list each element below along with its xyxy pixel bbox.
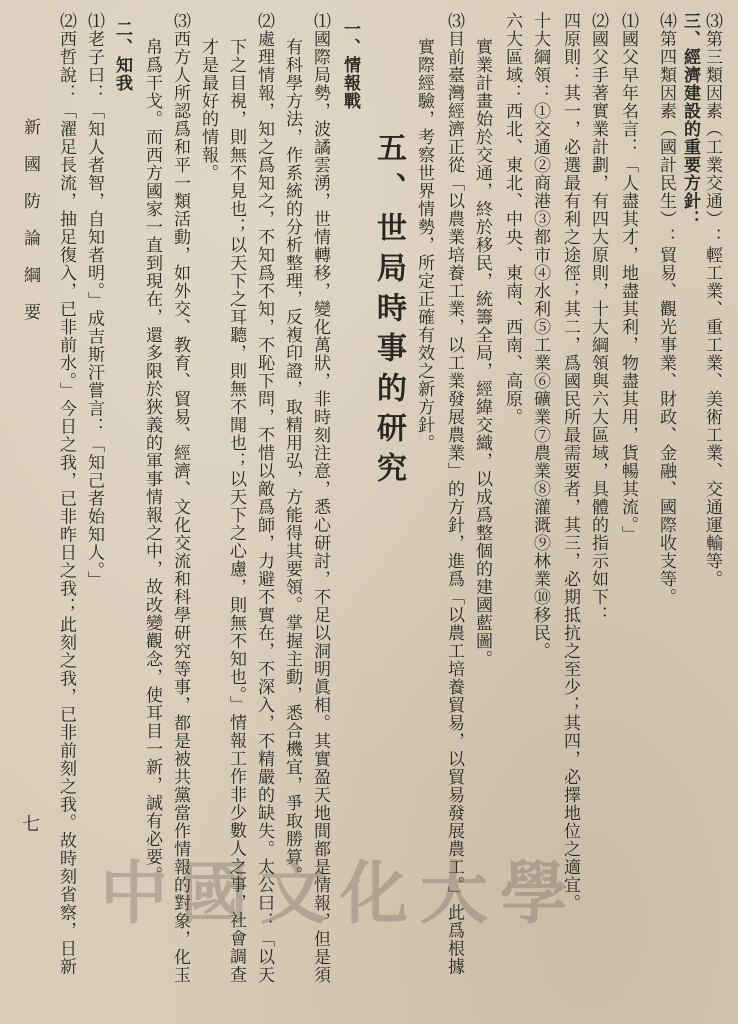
text-column: 十大綱領：①交通②商港③都市④水利⑤工業⑥礦業⑦農業⑧灌溉⑨林業⑩移民。: [530, 12, 550, 660]
text-column: ⑶第三類因素（工業交通）：輕工業、重工業、美術工業、交通運輸等。: [702, 12, 722, 588]
text-column: ⑶西方人所認爲和平一類活動，如外交、教育、貿易、經濟、文化交流和科學研究等事，都是被共黨當作情報的對象，化玉: [170, 12, 190, 984]
watermark: 中國文化大學: [100, 854, 581, 934]
text-column: ⑵國父手著實業計劃，有四大原則，十大綱領與六大區域，具體的指示如下：: [588, 12, 608, 624]
chapter-title: 五、世局時事的研究: [371, 132, 406, 492]
text-column: 四原則：其一，必選最有利之途徑；其二，爲國民所最需要者，其三，必期抵抗之至少；其四，必擇地位之適宜。: [560, 12, 580, 912]
text-column: ⑴老子曰：「知人者智，自知者明。」成吉斯汗嘗言：「知己者始知人。」: [84, 12, 104, 589]
text-column: 六大區域：西北、東北、中央、東南、西南、高原。: [502, 12, 522, 426]
text-column: ⑴國際局勢，波譎雲湧，世情轉移，變化萬狀，非時刻注意，悉心研討，不足以洞明眞相。其實盈天地間都是情報，但是須: [310, 12, 330, 984]
text-column: 帛爲干戈。而西方國家一直到現在，還多限於狹義的軍事情報之中，故改變觀念，使耳目一新，誠有必要。: [142, 38, 162, 884]
text-column: 三、經濟建設的重要方針：: [680, 12, 700, 228]
page-number: 七: [22, 814, 40, 835]
text-column: ⑴國父早年名言：「人盡其才，地盡其利，物盡其用，貨暢其流。」: [618, 12, 638, 544]
text-column: 有科學方法，作系統的分析整理，反複印證，取精用弘，方能得其要領。掌握主動，悉合機宜，爭取勝算。: [282, 38, 302, 884]
text-column: 實業計畫始於交通，終於移民，統籌全局，經緯交織，以成爲整個的建國藍圖。: [472, 38, 492, 668]
text-column: ⑶目前臺灣經濟正從「以農業培養工業，以工業發展農業」的方針，進爲「以農工培養貿易，以貿易發展農工。」此爲根據: [444, 12, 464, 976]
running-header: 新國防論綱要: [20, 118, 40, 340]
text-column: 實際經驗，考察世界情勢，所定正確有效之新方針。: [414, 38, 434, 452]
section-heading: 二、知我: [112, 20, 132, 92]
text-column: ⑷第四類因素（國計民生）：貿易、觀光事業、財政、金融、國際收支等。: [656, 12, 676, 606]
text-column: ⑵西哲說：「濯足長流，抽足復入，已非前水。」今日之我，已非昨日之我；此刻之我，已非前刻之我。故時刻省察，日新: [56, 12, 76, 976]
text-column: ⑵處理情報，知之爲知之，不知爲不知，不恥下問，不惜以敵爲師，力避不實在，不深入，不精嚴的缺失。太公曰：「以天: [254, 12, 274, 984]
section-heading: 一、情報戰: [340, 20, 360, 110]
text-column: 才是最好的情報。: [198, 38, 218, 182]
text-column: 下之目視，則無不見也；以天下之耳聽，則無不聞也；以天下之心慮，則無不知也。」情報工作非少數人之事，社會調查: [226, 38, 246, 984]
